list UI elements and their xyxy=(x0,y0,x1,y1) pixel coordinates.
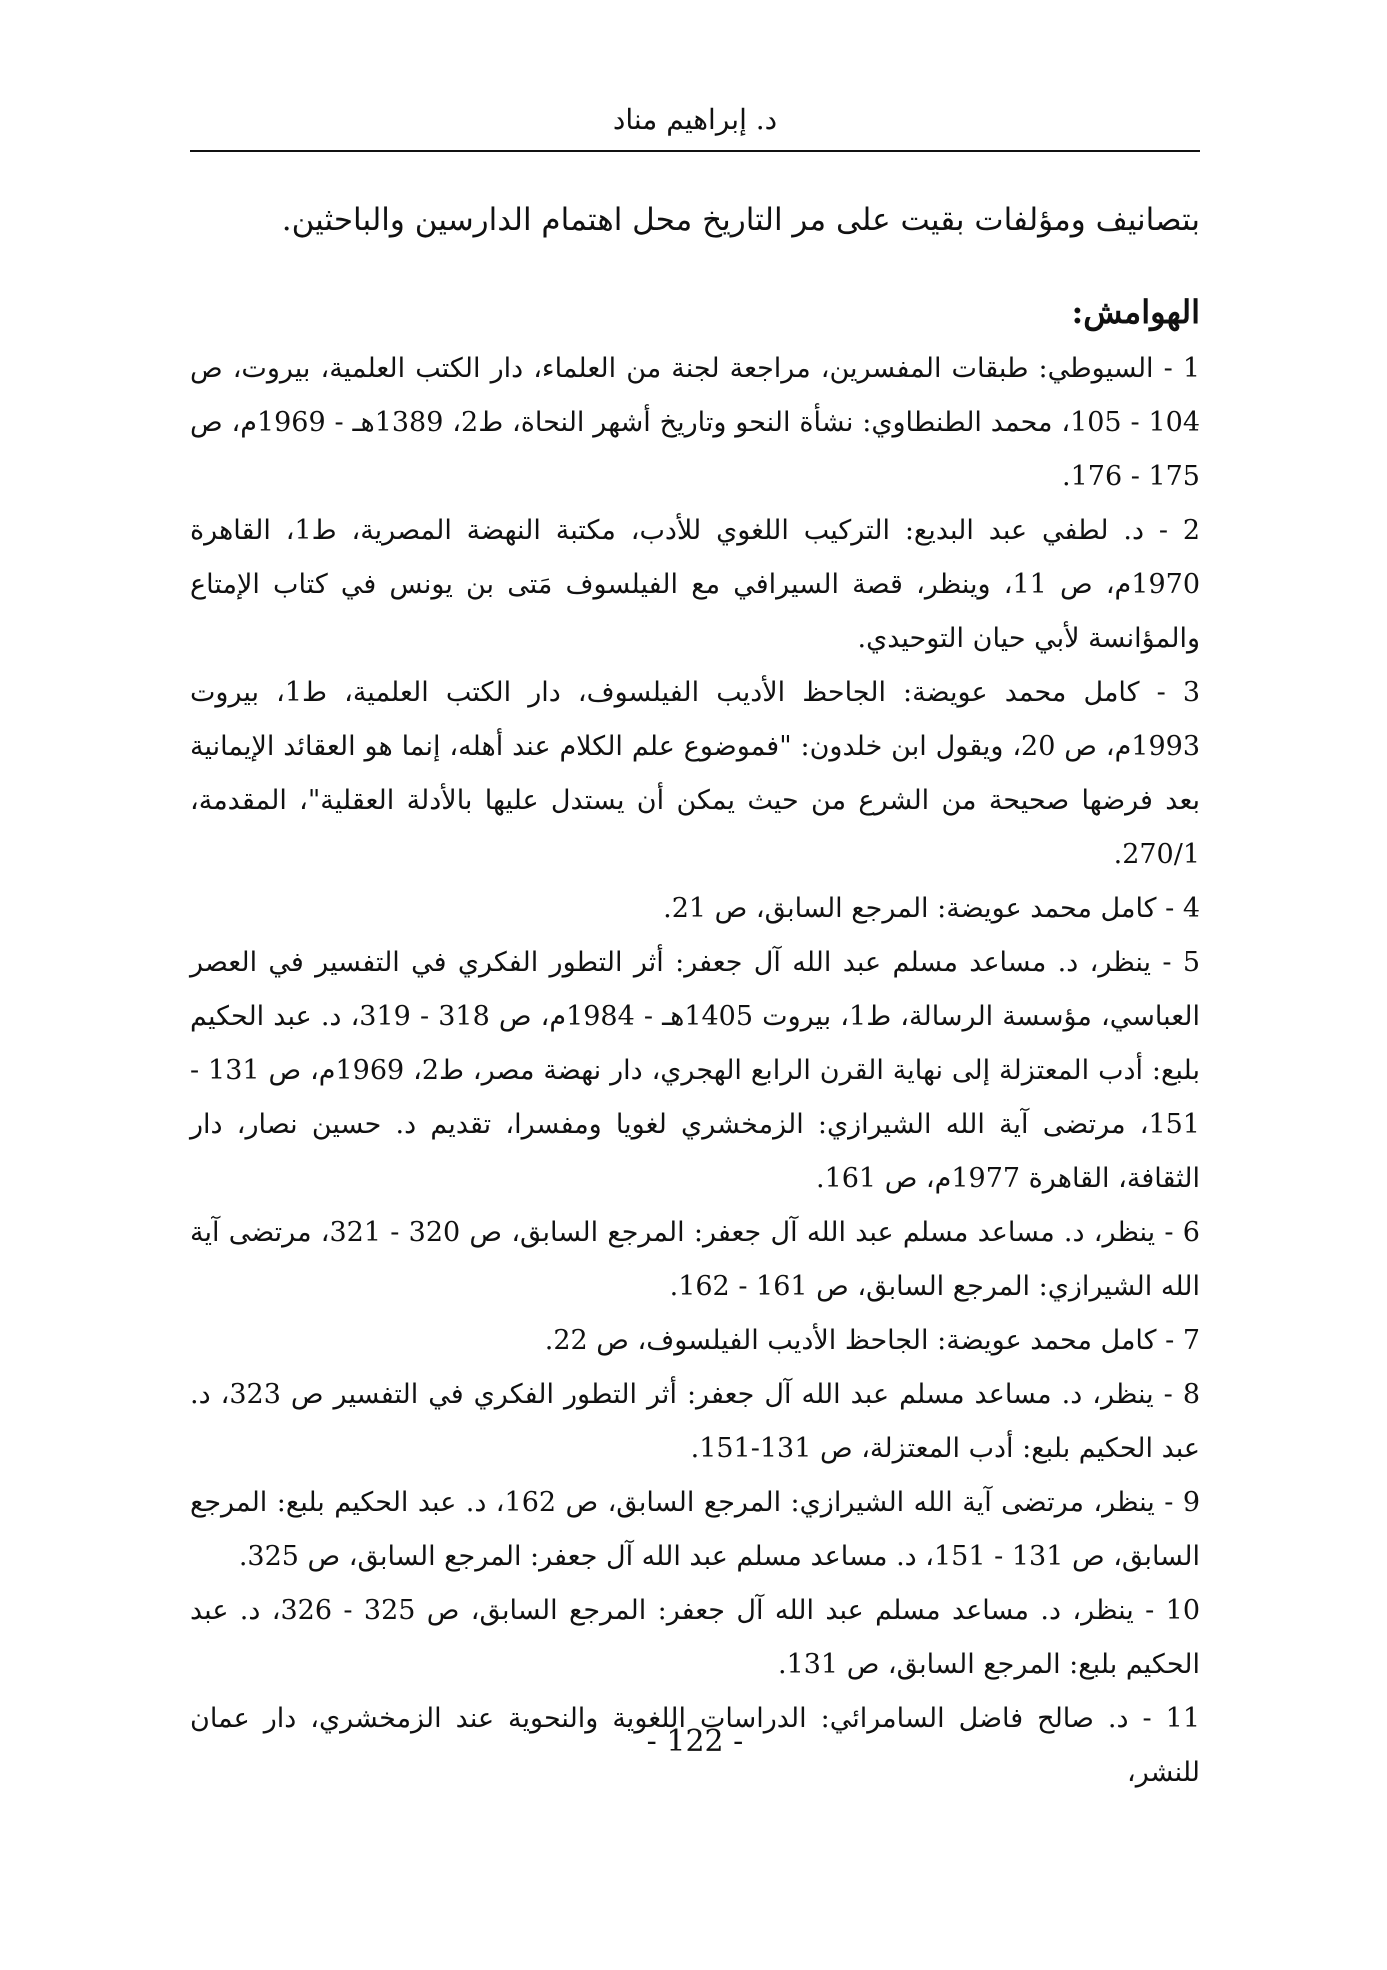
page-number: - 122 - xyxy=(646,1724,744,1759)
footnote-3: 3 - كامل محمد عويضة: الجاحظ الأديب الفيلسوف، دار الكتب العلمية، ط1، بيروت 1993م، ص 20، ويقول ابن خلدون: "فموضوع علم الكلام عند أهله، إنما هو العقائد الإيمانية بعد فرضها صحيحة من الشرع من حيث يمكن أن يستدل عليها بالأدلة العقلية"، المقدمة، 270/1. xyxy=(190,677,1200,870)
header-divider xyxy=(190,150,1200,152)
footnote-10: 10 - ينظر، د. مساعد مسلم عبد الله آل جعفر: المرجع السابق، ص 325 - 326، د. عبد الحكيم بلبع: المرجع السابق، ص 131. xyxy=(190,1595,1200,1680)
footnote-7: 7 - كامل محمد عويضة: الجاحظ الأديب الفيلسوف، ص 22. xyxy=(544,1325,1200,1356)
footnote-9: 9 - ينظر، مرتضى آية الله الشيرازي: المرجع السابق، ص 162، د. عبد الحكيم بلبع: المرجع السابق، ص 131 - 151، د. مساعد مسلم عبد الله آل جعفر: المرجع السابق، ص 325. xyxy=(190,1487,1200,1572)
footnote-11: 11 - د. صالح فاضل السامرائي: الدراسات اللغوية والنحوية عند الزمخشري، دار عمان للنشر، xyxy=(190,1703,1200,1788)
footnote-6: 6 - ينظر، د. مساعد مسلم عبد الله آل جعفر: المرجع السابق، ص 320 - 321، مرتضى آية الله الشيرازي: المرجع السابق، ص 161 - 162. xyxy=(190,1217,1200,1302)
footnotes-list xyxy=(190,342,1200,1800)
running-header-author: د. إبراهيم مناد xyxy=(612,103,778,136)
footnote-1: 1 - السيوطي: طبقات المفسرين، مراجعة لجنة من العلماء، دار الكتب العلمية، بيروت، ص 104 - 105، محمد الطنطاوي: نشأة النحو وتاريخ أشهر النحاة، ط2، 1389هـ - 1969م، ص 175 - 176. xyxy=(190,353,1201,492)
page-body xyxy=(190,190,1200,1800)
footnote-5: 5 - ينظر، د. مساعد مسلم عبد الله آل جعفر: أثر التطور الفكري في التفسير في العصر العباسي، مؤسسة الرسالة، ط1، بيروت 1405هـ - 1984م، ص 318 - 319، د. عبد الحكيم بلبع: أدب المعتزلة إلى نهاية القرن الرابع الهجري، دار نهضة مصر، ط2، 1969م، ص 131 - 151، مرتضى آية الله الشيرازي: الزمخشري لغويا ومفسرا، تقديم د. حسين نصار، دار الثقافة، القاهرة 1977م، ص 161. xyxy=(190,947,1200,1194)
intro-paragraph: بتصانيف ومؤلفات بقيت على مر التاريخ محل اهتمام الدارسين والباحثين. xyxy=(281,202,1200,238)
footnote-2: 2 - د. لطفي عبد البديع: التركيب اللغوي للأدب، مكتبة النهضة المصرية، ط1، القاهرة 1970م، ص 11، وينظر، قصة السيرافي مع الفيلسوف مَتى بن يونس في كتاب الإمتاع والمؤانسة لأبي حيان التوحيدي. xyxy=(190,515,1200,654)
notes-heading: الهوامش: xyxy=(1071,293,1200,331)
footnote-4: 4 - كامل محمد عويضة: المرجع السابق، ص 21. xyxy=(663,893,1200,924)
footnote-8: 8 - ينظر، د. مساعد مسلم عبد الله آل جعفر: أثر التطور الفكري في التفسير ص 323، د. عبد الحكيم بلبع: أدب المعتزلة، ص 131-151. xyxy=(190,1379,1200,1464)
